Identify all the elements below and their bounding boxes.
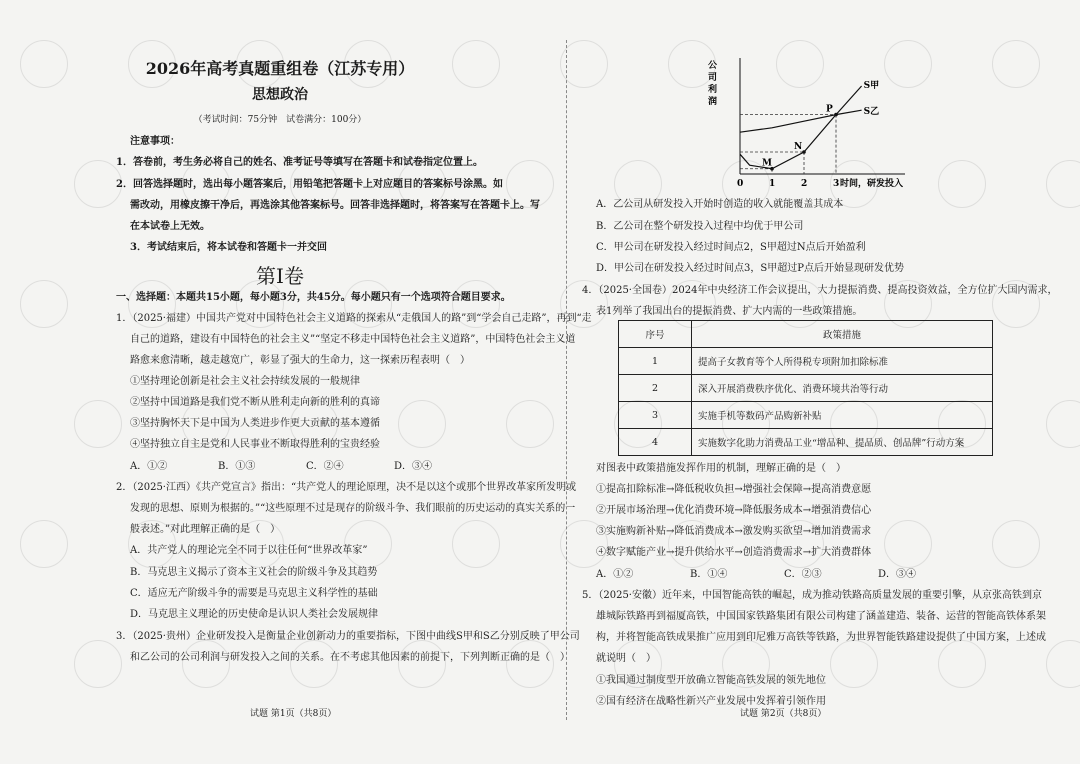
exam-title: 2026年高考真题重组卷（江苏专用） xyxy=(145,59,415,78)
q1-option-c[interactable]: C．②④ xyxy=(306,461,344,472)
q4-option-a[interactable]: A．①② xyxy=(596,569,634,580)
subject-title: 思想政治 xyxy=(252,87,308,103)
x-tick-label: 2 xyxy=(801,179,808,189)
q2-stem: 发现的思想、原则为根据的。”“这些原理不过是现存的阶级斗争、我们眼前的历史运动的真实关系的一 xyxy=(130,503,576,514)
x-tick-label: 0 xyxy=(737,179,744,189)
note-line: 1．答卷前，考生务必将自己的姓名、准考证号等填写在答题卡和试卷指定位置上。 xyxy=(116,157,483,168)
note-line: 在本试卷上无效。 xyxy=(130,221,210,232)
q4-question: 对图表中政策措施发挥作用的机制，理解正确的是（ ） xyxy=(596,463,846,474)
q1-stem: 路愈来愈清晰，越走越宽广，彰显了强大的生命力，这一探索历程表明（ ） xyxy=(130,355,470,366)
policy-table xyxy=(618,320,993,456)
q3-stem: 和乙公司的公司利润与研发投入之间的关系。在不考虑其他因素的前提下，下列判断正确的是（ ） xyxy=(130,652,570,663)
q4-stem: 4．（2025·全国卷）2024年中央经济工作会议提出，大力提振消费、提高投资效益，全方位扩大国内需求， xyxy=(582,285,1058,296)
q5-stem: 雄城际铁路再到福厦高铁，中国国家铁路集团有限公司构建了涵盖建造、装备、运营的智能高铁体系架 xyxy=(596,611,1046,622)
q1-item: ④坚持独立自主是党和人民事业不断取得胜利的宝贵经验 xyxy=(130,439,380,450)
q1-options xyxy=(130,460,482,473)
q4-option-d[interactable]: D．③④ xyxy=(878,569,917,580)
note-line: 2．回答选择题时，选出每小题答案后，用铅笔把答题卡上对应题目的答案标号涂黑。如 xyxy=(116,179,503,190)
exam-meta: （考试时间：75分钟 试卷满分：100分） xyxy=(193,115,367,125)
chart-xlabel: 时间，研发投入 xyxy=(840,179,904,189)
q2-option-b[interactable]: B．马克思主义揭示了资本主义社会的阶级斗争及其趋势 xyxy=(130,567,378,578)
q3-stem: 3．（2025·贵州）企业研发投入是衡量企业创新动力的重要指标，下图中曲线S甲和S乙分别反映了甲公司 xyxy=(116,631,580,642)
point-label-M: M xyxy=(762,158,772,169)
point-P xyxy=(834,113,838,117)
q2-option-c[interactable]: C．适应无产阶级斗争的需要是马克思主义科学性的基础 xyxy=(130,588,378,599)
chart-axes xyxy=(740,58,905,174)
q1-option-a[interactable]: A．①② xyxy=(130,461,168,472)
q4-option-c[interactable]: C．②③ xyxy=(784,569,822,580)
chart-points xyxy=(762,105,838,171)
q4-option-b[interactable]: B．①④ xyxy=(690,569,728,580)
q3-option-b[interactable]: B．乙公司在整个研发投入过程中均优于甲公司 xyxy=(596,221,804,232)
q5-item: ②国有经济在战略性新兴产业发展中发挥着引领作用 xyxy=(596,696,826,707)
chart-series xyxy=(740,80,879,169)
series-line-0 xyxy=(740,86,862,169)
series-line-1 xyxy=(740,110,862,132)
q1-option-b[interactable]: B．①③ xyxy=(218,461,256,472)
q5-item: ①我国通过制度型开放确立智能高铁发展的领先地位 xyxy=(596,675,826,686)
table-header-cell: 序号 xyxy=(619,321,692,348)
q1-item: ①坚持理论创新是社会主义社会持续发展的一般规律 xyxy=(130,376,360,387)
table-cell: 3 xyxy=(619,402,692,429)
q3-option-d[interactable]: D．甲公司在研发投入经过时间点3，S甲超过P点后开始显现研发优势 xyxy=(596,263,904,274)
table-row xyxy=(619,402,993,429)
q4-item: ④数字赋能产业→提升供给水平→创造消费需求→扩大消费群体 xyxy=(596,547,872,558)
table-cell: 提高子女教育等个人所得税专项附加扣除标准 xyxy=(692,348,993,375)
note-line: 3．考试结束后，将本试卷和答题卡一并交回 xyxy=(130,242,327,253)
q4-item: ③实施购新补贴→降低消费成本→激发购买欲望→增加消费需求 xyxy=(596,526,872,537)
section-instruction: 一、选择题：本题共15小题，每小题3分，共45分。每小题只有一个选项符合题目要求。 xyxy=(116,292,511,303)
x-tick-label: 1 xyxy=(769,179,776,189)
column-divider xyxy=(566,40,567,720)
footer-left: 试题 第1页（共8页） xyxy=(250,709,337,719)
x-tick-label: 3 xyxy=(833,179,840,189)
q2-option-a[interactable]: A．共产党人的理论完全不同于以往任何“世界改革家” xyxy=(130,545,368,556)
q2-option-d[interactable]: D．马克思主义理论的历史使命是认识人类社会发展规律 xyxy=(130,609,379,620)
chart-guides xyxy=(740,115,836,174)
profit-chart xyxy=(700,52,930,192)
q3-option-c[interactable]: C．甲公司在研发投入经过时间点2，S甲超过N点后开始盈利 xyxy=(596,242,866,253)
point-label-N: N xyxy=(794,142,803,152)
q4-options xyxy=(596,568,972,581)
chart-ticks xyxy=(737,179,839,189)
q3-option-a[interactable]: A．乙公司从研发投入开始时创造的收入就能覆盖其成本 xyxy=(596,199,844,210)
section-juan: 第Ⅰ卷 xyxy=(256,264,304,288)
q1-stem: 1．（2025·福建）中国共产党对中国特色社会主义道路的探索从“走俄国人的路”到“学会自己走路”，再到“走 xyxy=(116,313,592,324)
q2-stem: 2．（2025·江西）《共产党宣言》指出：“共产党人的理论原理，决不是以这个或那个世界改革家所发明或 xyxy=(116,482,577,493)
notes-heading: 注意事项： xyxy=(130,136,180,147)
note-line: 需改动，用橡皮擦干净后，再选涂其他答案标号。回答非选择题时，将答案写在答题卡上。写 xyxy=(130,200,540,211)
q2-stem: 般表述。”对此理解正确的是（ ） xyxy=(130,524,281,535)
table-row xyxy=(619,348,993,375)
table-row xyxy=(619,375,993,402)
right-page xyxy=(570,0,1080,764)
point-label-P: P xyxy=(826,104,833,115)
q4-item: ①提高扣除标准→降低税收负担→增强社会保障→提高消费意愿 xyxy=(596,484,872,495)
q1-option-d[interactable]: D．③④ xyxy=(394,461,433,472)
q5-stem: 构，并将智能高铁成果推广应用到印尼雅万高铁等铁路，为世界智能铁路建设提供了中国方案，上述成 xyxy=(596,632,1046,643)
table-cell: 实施数字化助力消费品工业“增品种、提品质、创品牌”行动方案 xyxy=(692,429,993,456)
series-label-0: S甲 xyxy=(863,81,880,91)
q1-item: ②坚持中国道路是我们党不断从胜利走向新的胜利的真谛 xyxy=(130,397,380,408)
footer-right: 试题 第2页（共8页） xyxy=(740,709,827,719)
chart-ylabel: 公司利润 xyxy=(708,61,718,107)
q1-item: ③坚持胸怀天下是中国为人类进步作更大贡献的基本遵循 xyxy=(130,418,380,429)
table-cell: 1 xyxy=(619,348,692,375)
table-header-row xyxy=(619,321,993,348)
q1-stem: 自己的道路，建设有中国特色的社会主义”“坚定不移走中国特色社会主义道路”，中国特色社会主义道 xyxy=(130,334,576,345)
table-row xyxy=(619,429,993,456)
q5-stem: 就说明（ ） xyxy=(596,653,656,664)
table-cell: 4 xyxy=(619,429,692,456)
table-cell: 2 xyxy=(619,375,692,402)
point-N xyxy=(802,150,806,154)
q4-item: ②开展市场治理→优化消费环境→降低服务成本→增强消费信心 xyxy=(596,505,872,516)
table-header-cell: 政策措施 xyxy=(692,321,993,348)
q5-stem: 5．（2025·安徽）近年来，中国智能高铁的崛起，成为推动铁路高质量发展的重要引擎，从京张高铁到京 xyxy=(582,590,1042,601)
q4-stem: 表1列举了我国出台的提振消费、扩大内需的一些政策措施。 xyxy=(596,306,863,317)
table-cell: 实施手机等数码产品购新补贴 xyxy=(692,402,993,429)
table-cell: 深入开展消费秩序优化、消费环境共治等行动 xyxy=(692,375,993,402)
series-label-1: S乙 xyxy=(863,107,880,118)
